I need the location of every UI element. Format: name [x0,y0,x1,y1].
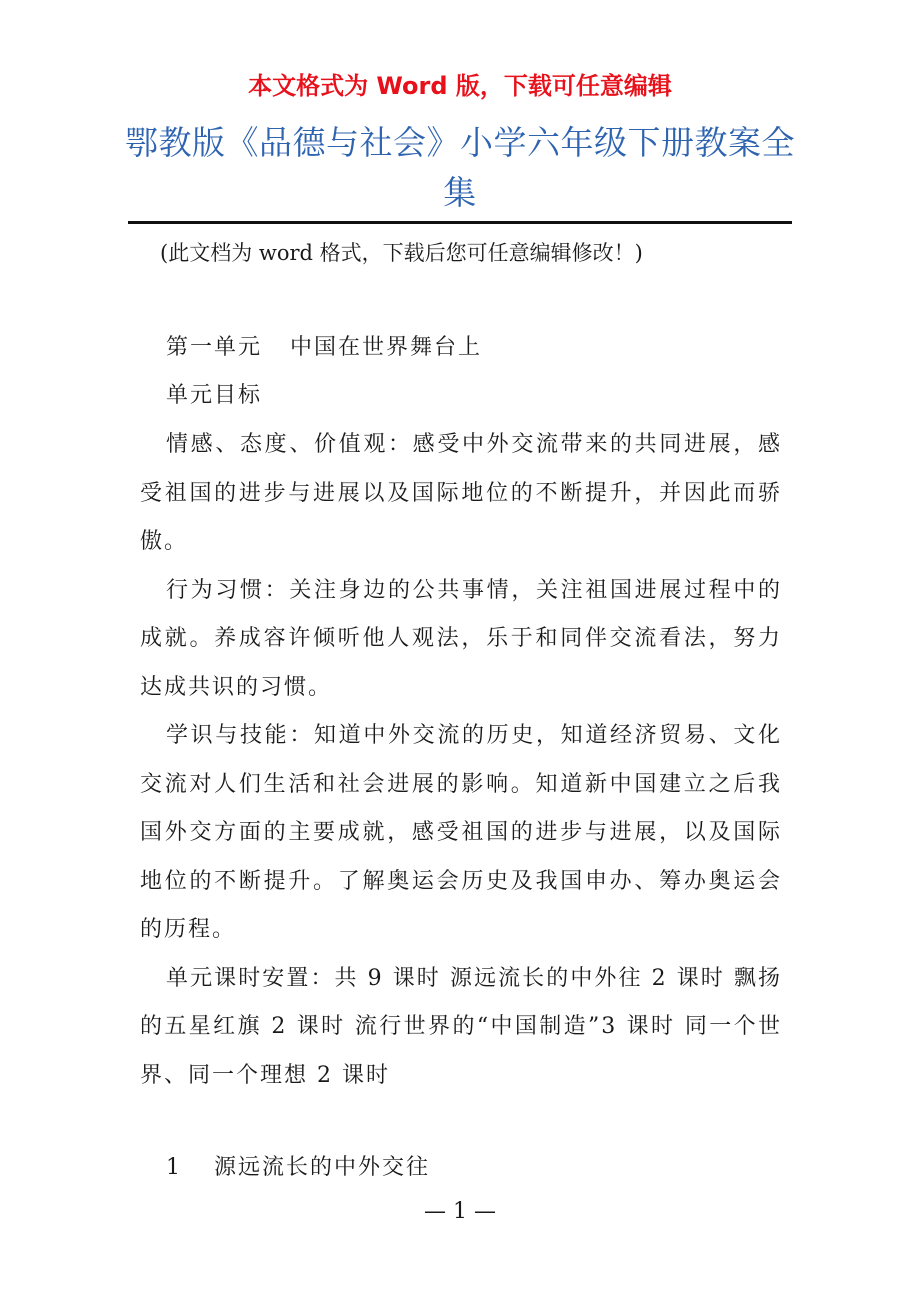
unit-heading-label: 第一单元 [166,335,263,360]
page-number: — 1 — [424,1199,496,1224]
objectives-body [140,421,782,1100]
objectives-heading: 单元目标 [166,383,263,408]
paragraph-knowledge: 学识与技能：知道中外交流的历史，知道经济贸易、文化交流对人们生活和社会进展的影响。知道新中国建立之后我国外交方面的主要成就，感受祖国的进步与进展，以及国际地位的不断提升。了解奥运会历史及我国申办、筹办奥运会的历程。 [140,723,782,942]
unit-heading-name: 中国在世界舞台上 [290,335,483,360]
download-banner: 本文格式为 Word 版，下载可任意编辑 [248,72,672,100]
lesson-number: 1 [166,1155,182,1180]
format-note: (此文档为 word 格式，下载后您可任意编辑修改！) [160,241,643,265]
paragraph-attitude: 情感、态度、价值观：感受中外交流带来的共同进展，感受祖国的进步与进展以及国际地位的不断提升，并因此而骄傲。 [140,432,782,554]
lesson-title: 源远流长的中外交往 [214,1155,431,1180]
title-divider [128,221,792,224]
paragraph-schedule: 单元课时安置：共 9 课时 源远流长的中外往 2 课时 飘扬的五星红旗 2 课时 流行世界的“中国制造”3 课时 同一个世界、同一个理想 2 课时 [140,965,782,1088]
lesson-heading [166,1148,430,1188]
paragraph-habits: 行为习惯：关注身边的公共事情，关注祖国进展过程中的成就。养成容许倾听他人观法，乐于和同伴交流看法，努力达成共识的习惯。 [140,577,782,700]
unit-heading [166,328,482,368]
document-title: 鄂教版《品德与社会》小学六年级下册教案全集 [125,123,795,212]
